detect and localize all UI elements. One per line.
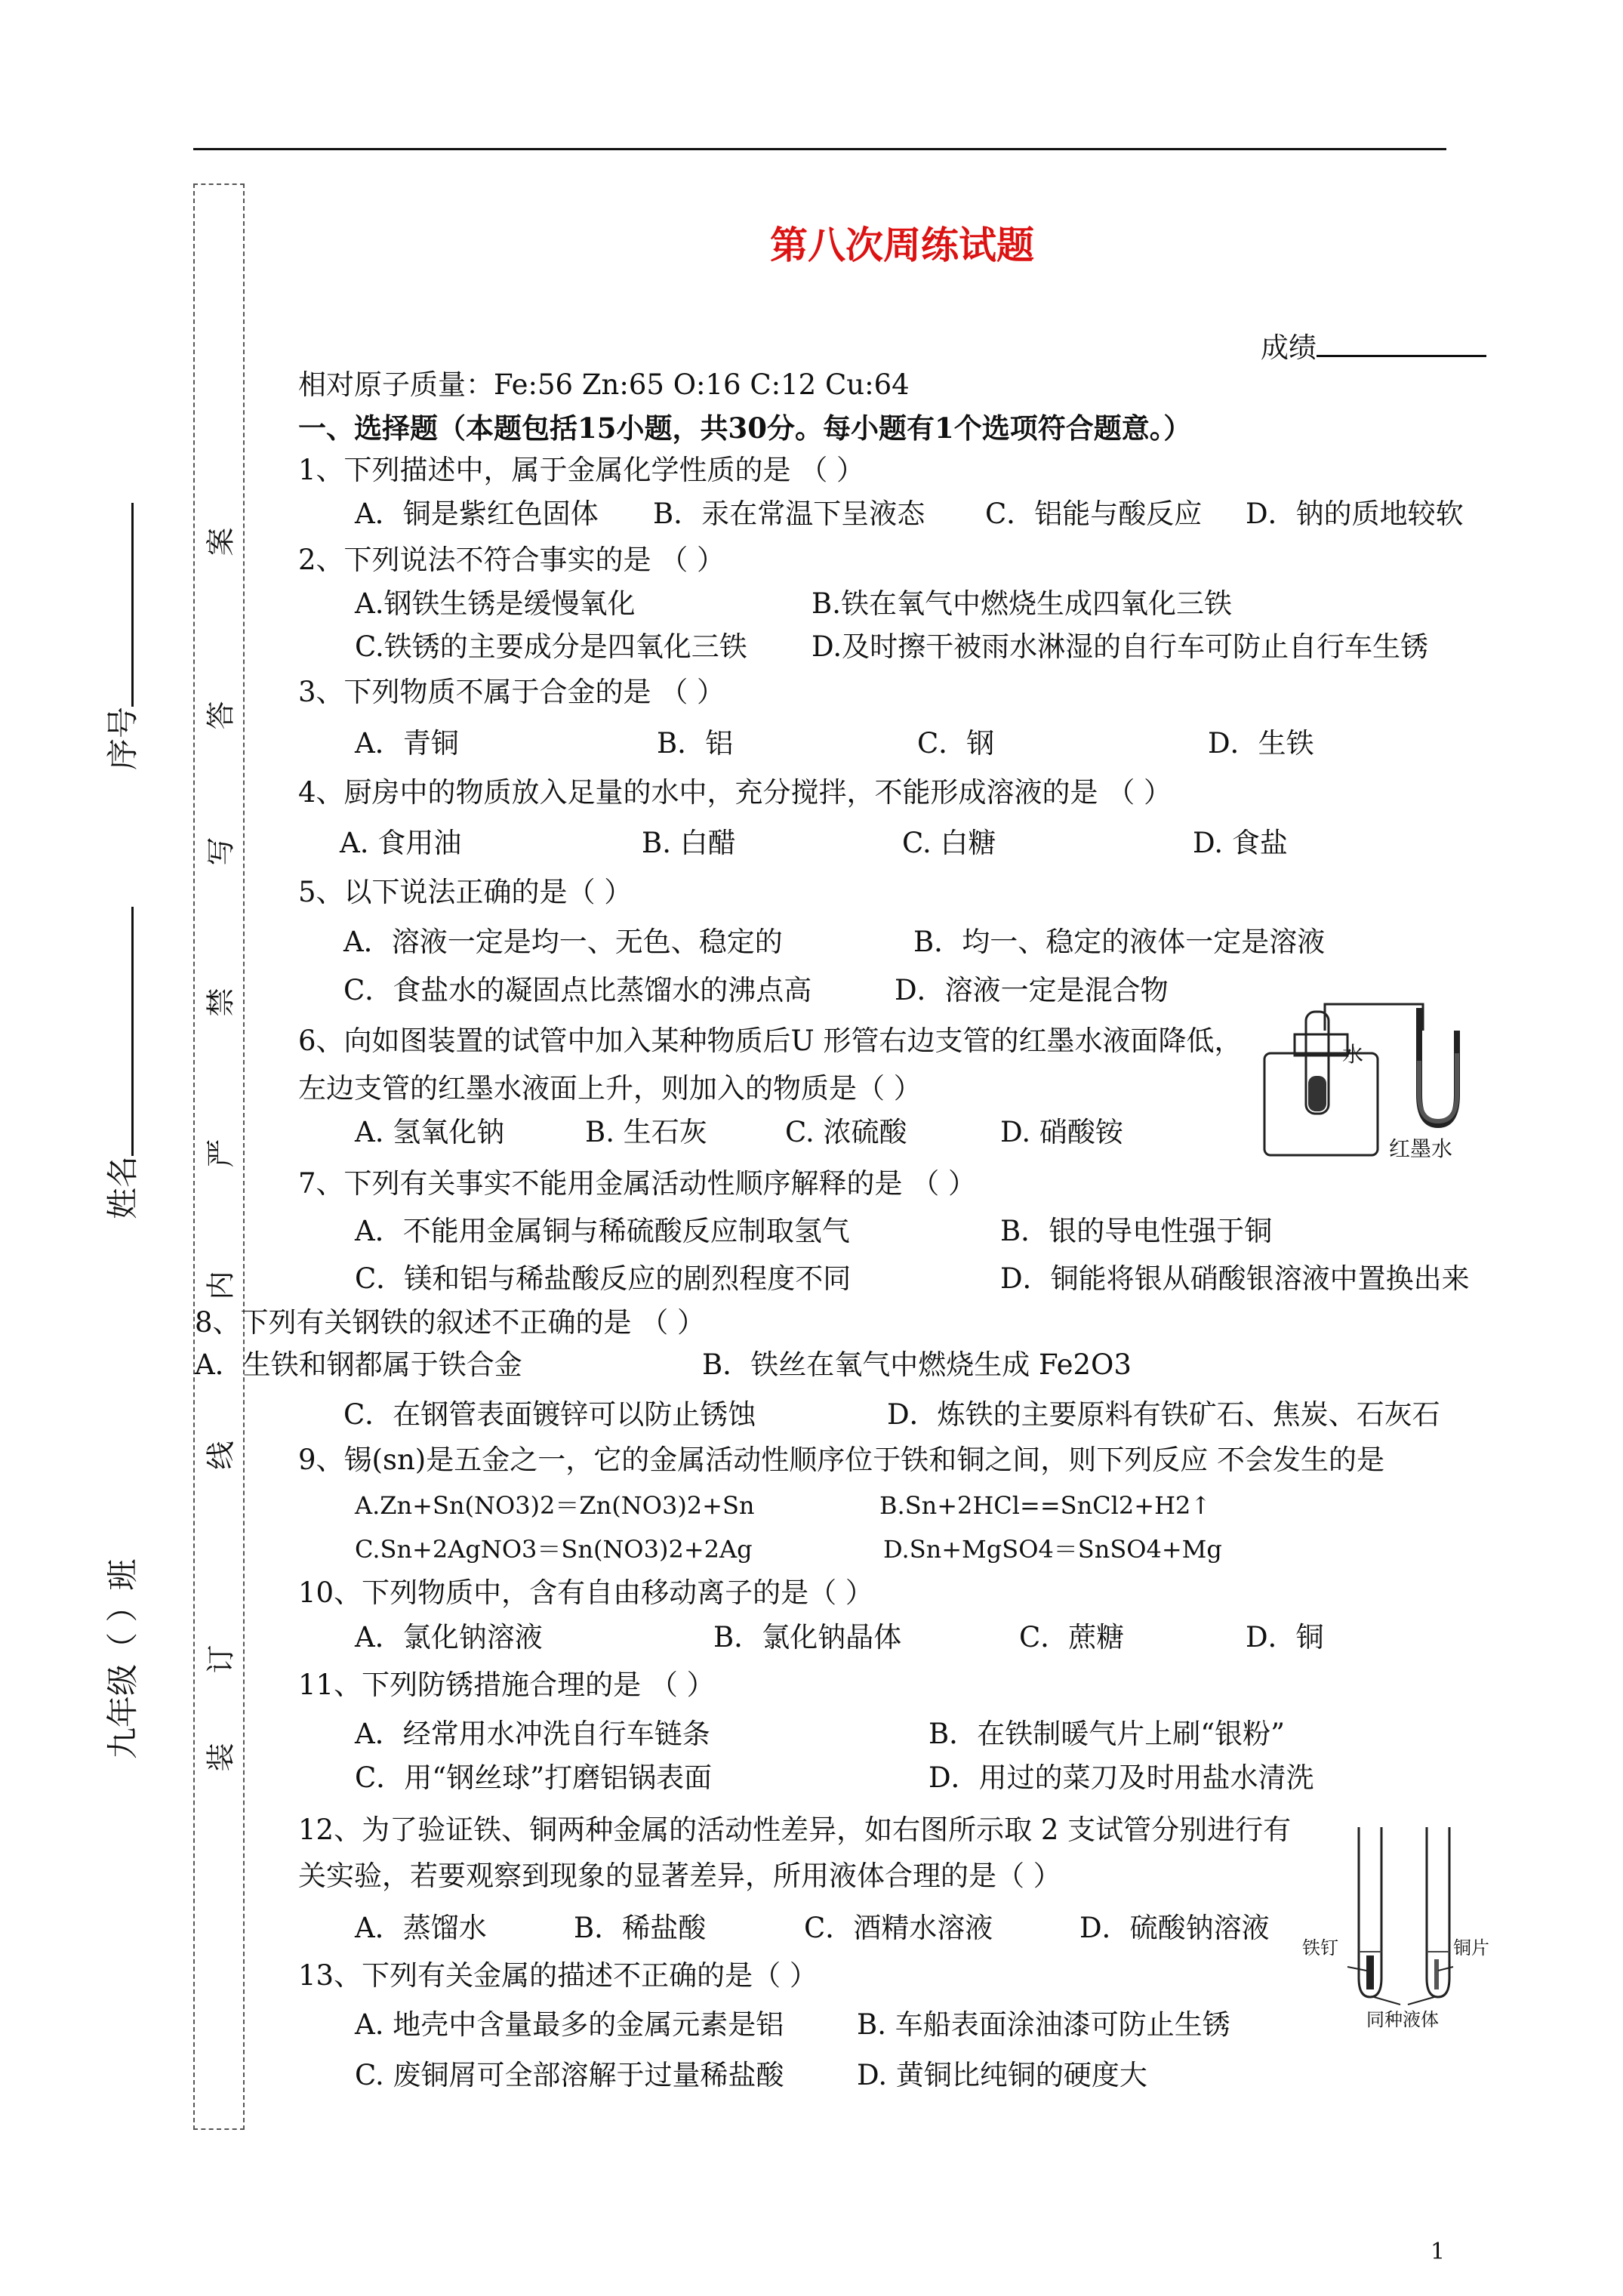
q5-option-a: A．溶液一定是均一、无色、稳定的: [343, 926, 783, 958]
binding-char: 订: [204, 1644, 238, 1674]
binding-char: 答: [204, 701, 238, 730]
q9-option-b: B.Sn+2HCl==SnCl2+H2↑: [879, 1491, 1212, 1520]
q12-fig-copper-label: 铜片: [1453, 1937, 1489, 1959]
class-label: 九年级（ ）班: [104, 1558, 141, 1759]
q12-option-b: B．稀盐酸: [574, 1912, 707, 1944]
q3-option-a: A．青铜: [355, 727, 459, 760]
page-number: 1: [1431, 2239, 1446, 2265]
binding-char: 装: [204, 1743, 238, 1772]
q12-stem: 12、为了验证铁、铜两种金属的活动性差异，如右图所示取 2 支试管分别进行有: [298, 1814, 1292, 1846]
q4-option-b: B. 白醋: [642, 827, 736, 859]
q12-option-d: D．硫酸钠溶液: [1079, 1912, 1270, 1944]
q3-option-d: D．生铁: [1208, 727, 1314, 760]
binding-char: 严: [204, 1139, 238, 1168]
q6-fig-ink-label: 红墨水: [1389, 1136, 1453, 1161]
q11-option-a: A．经常用水冲洗自行车链条: [355, 1718, 710, 1750]
q3-stem: 3、下列物质不属于合金的是 （ ）: [298, 676, 725, 708]
q2-option-c: C.铁锈的主要成分是四氧化三铁: [355, 630, 747, 663]
q6-fig-water-label: 水: [1342, 1042, 1364, 1067]
q12-option-c: C．酒精水溶液: [804, 1912, 993, 1944]
q2-option-d: D.及时擦干被雨水淋湿的自行车可防止自行车生锈: [812, 630, 1429, 663]
q13-option-b: B. 车船表面涂油漆可防止生锈: [857, 2008, 1230, 2041]
q5-option-d: D．溶液一定是混合物: [895, 974, 1169, 1006]
q7-stem: 7、下列有关事实不能用金属活动性顺序解释的是 （ ）: [298, 1167, 977, 1200]
q6-stem: 6、向如图装置的试管中加入某种物质后U 形管右边支管的红墨水液面降低，: [298, 1025, 1243, 1057]
q8-option-a: A．生铁和钢都属于铁合金: [195, 1348, 522, 1381]
q10-stem: 10、下列物质中，含有自由移动离子的是（ ）: [298, 1576, 873, 1609]
q12-stem-2: 关实验，若要观察到现象的显著差异，所用液体合理的是（ ）: [298, 1860, 1061, 1892]
q4-option-a: A. 食用油: [340, 827, 462, 859]
q13-option-d: D. 黄铜比纯铜的硬度大: [857, 2059, 1147, 2091]
q1-stem: 1、下列描述中，属于金属化学性质的是 （ ）: [298, 454, 865, 486]
binding-char: 禁: [204, 988, 238, 1017]
q7-option-b: B．银的导电性强于铜: [1000, 1215, 1273, 1247]
q3-option-c: C．钢: [917, 727, 995, 760]
top-rule: [193, 148, 1446, 150]
q13-option-a: A. 地壳中含量最多的金属元素是铝: [355, 2008, 784, 2041]
q8-option-d: D．炼铁的主要原料有铁矿石、焦炭、石灰石: [887, 1398, 1440, 1431]
q11-option-b: B．在铁制暖气片上刷“银粉”: [929, 1718, 1286, 1750]
q9-stem: 9、锡(sn)是五金之一，它的金属活动性顺序位于铁和铜之间，则下列反应 不会发生的是: [298, 1444, 1384, 1476]
q12-fig-nail-label: 铁钉: [1302, 1937, 1338, 1959]
q4-option-c: C. 白糖: [902, 827, 996, 859]
q6-option-b: B. 生石灰: [585, 1116, 707, 1148]
q5-stem: 5、以下说法正确的是（ ）: [298, 876, 633, 908]
page-title: 第八次周练试题: [770, 223, 1034, 267]
q6-option-a: A. 氢氧化钠: [355, 1116, 505, 1148]
q8-option-c: C．在钢管表面镀锌可以防止锈蚀: [343, 1398, 756, 1431]
q12-option-a: A．蒸馏水: [355, 1912, 487, 1944]
q6-stem-2: 左边支管的红墨水液面上升，则加入的物质是（ ）: [298, 1072, 922, 1105]
q6-option-d: D. 硝酸铵: [1000, 1116, 1123, 1148]
q5-option-c: C．食盐水的凝固点比蒸馏水的沸点高: [343, 974, 812, 1006]
q7-option-d: D．铜能将银从硝酸银溶液中置换出来: [1000, 1262, 1470, 1295]
q10-option-c: C．蔗糖: [1019, 1621, 1125, 1653]
name-label: 姓名: [98, 907, 143, 1219]
q13-stem: 13、下列有关金属的描述不正确的是（ ）: [298, 1959, 818, 1992]
q8-stem: 8、下列有关钢铁的叙述不正确的是 （ ）: [195, 1306, 706, 1339]
q7-option-c: C．镁和铝与稀盐酸反应的剧烈程度不同: [355, 1262, 852, 1295]
binding-char: 写: [204, 837, 238, 866]
q1-option-a: A．铜是紫红色固体: [355, 498, 599, 530]
q2-stem: 2、下列说法不符合事实的是 （ ）: [298, 544, 725, 576]
section-heading: 一、选择题（本题包括15小题，共30分。每小题有1个选项符合题意。）: [298, 411, 1192, 445]
q5-option-b: B．均一、稳定的液体一定是溶液: [913, 926, 1326, 958]
q2-option-b: B.铁在氧气中燃烧生成四氧化三铁: [812, 587, 1232, 620]
atomic-masses: 相对原子质量：Fe:56 Zn:65 O:16 C:12 Cu:64: [298, 368, 910, 401]
q9-option-a: A.Zn+Sn(NO3)2＝Zn(NO3)2+Sn: [355, 1491, 755, 1520]
binding-char: 线: [204, 1441, 238, 1470]
q12-test-tubes-figure: [1302, 1820, 1491, 2031]
q4-stem: 4、厨房中的物质放入足量的水中，充分搅拌，不能形成溶液的是 （ ）: [298, 776, 1172, 809]
q4-option-d: D. 食盐: [1193, 827, 1288, 859]
q3-option-b: B．铝: [657, 727, 734, 760]
seq-label: 序号: [98, 503, 143, 770]
q8-option-b: B．铁丝在氧气中燃烧生成 Fe2O3: [702, 1348, 1132, 1381]
q11-stem: 11、下列防锈措施合理的是 （ ）: [298, 1669, 715, 1701]
q6-apparatus-figure: [1261, 985, 1480, 1166]
q11-option-d: D．用过的菜刀及时用盐水清洗: [929, 1761, 1314, 1794]
q2-option-a: A.钢铁生锈是缓慢氧化: [355, 587, 636, 620]
q7-option-a: A．不能用金属铜与稀硫酸反应制取氢气: [355, 1215, 850, 1247]
q11-option-c: C．用“钢丝球”打磨铝锅表面: [355, 1761, 713, 1794]
q1-option-c: C．铝能与酸反应: [985, 498, 1203, 530]
q10-option-d: D．铜: [1246, 1621, 1324, 1653]
binding-char: 内: [204, 1271, 238, 1300]
q1-option-d: D．钠的质地较软: [1246, 498, 1464, 530]
q9-option-d: D.Sn+MgSO4＝SnSO4+Mg: [883, 1535, 1222, 1564]
q10-option-a: A．氯化钠溶液: [355, 1621, 543, 1653]
binding-char: 案: [204, 527, 238, 556]
q12-fig-liquid-label: 同种液体: [1366, 2009, 1439, 2030]
q1-option-b: B．汞在常温下呈液态: [653, 498, 925, 530]
q13-option-c: C. 废铜屑可全部溶解于过量稀盐酸: [355, 2059, 784, 2091]
q9-option-c: C.Sn+2AgNO3＝Sn(NO3)2+2Ag: [355, 1535, 753, 1564]
score-field: 成绩: [1261, 328, 1486, 365]
q10-option-b: B．氯化钠晶体: [713, 1621, 902, 1653]
q6-option-c: C. 浓硫酸: [785, 1116, 907, 1148]
